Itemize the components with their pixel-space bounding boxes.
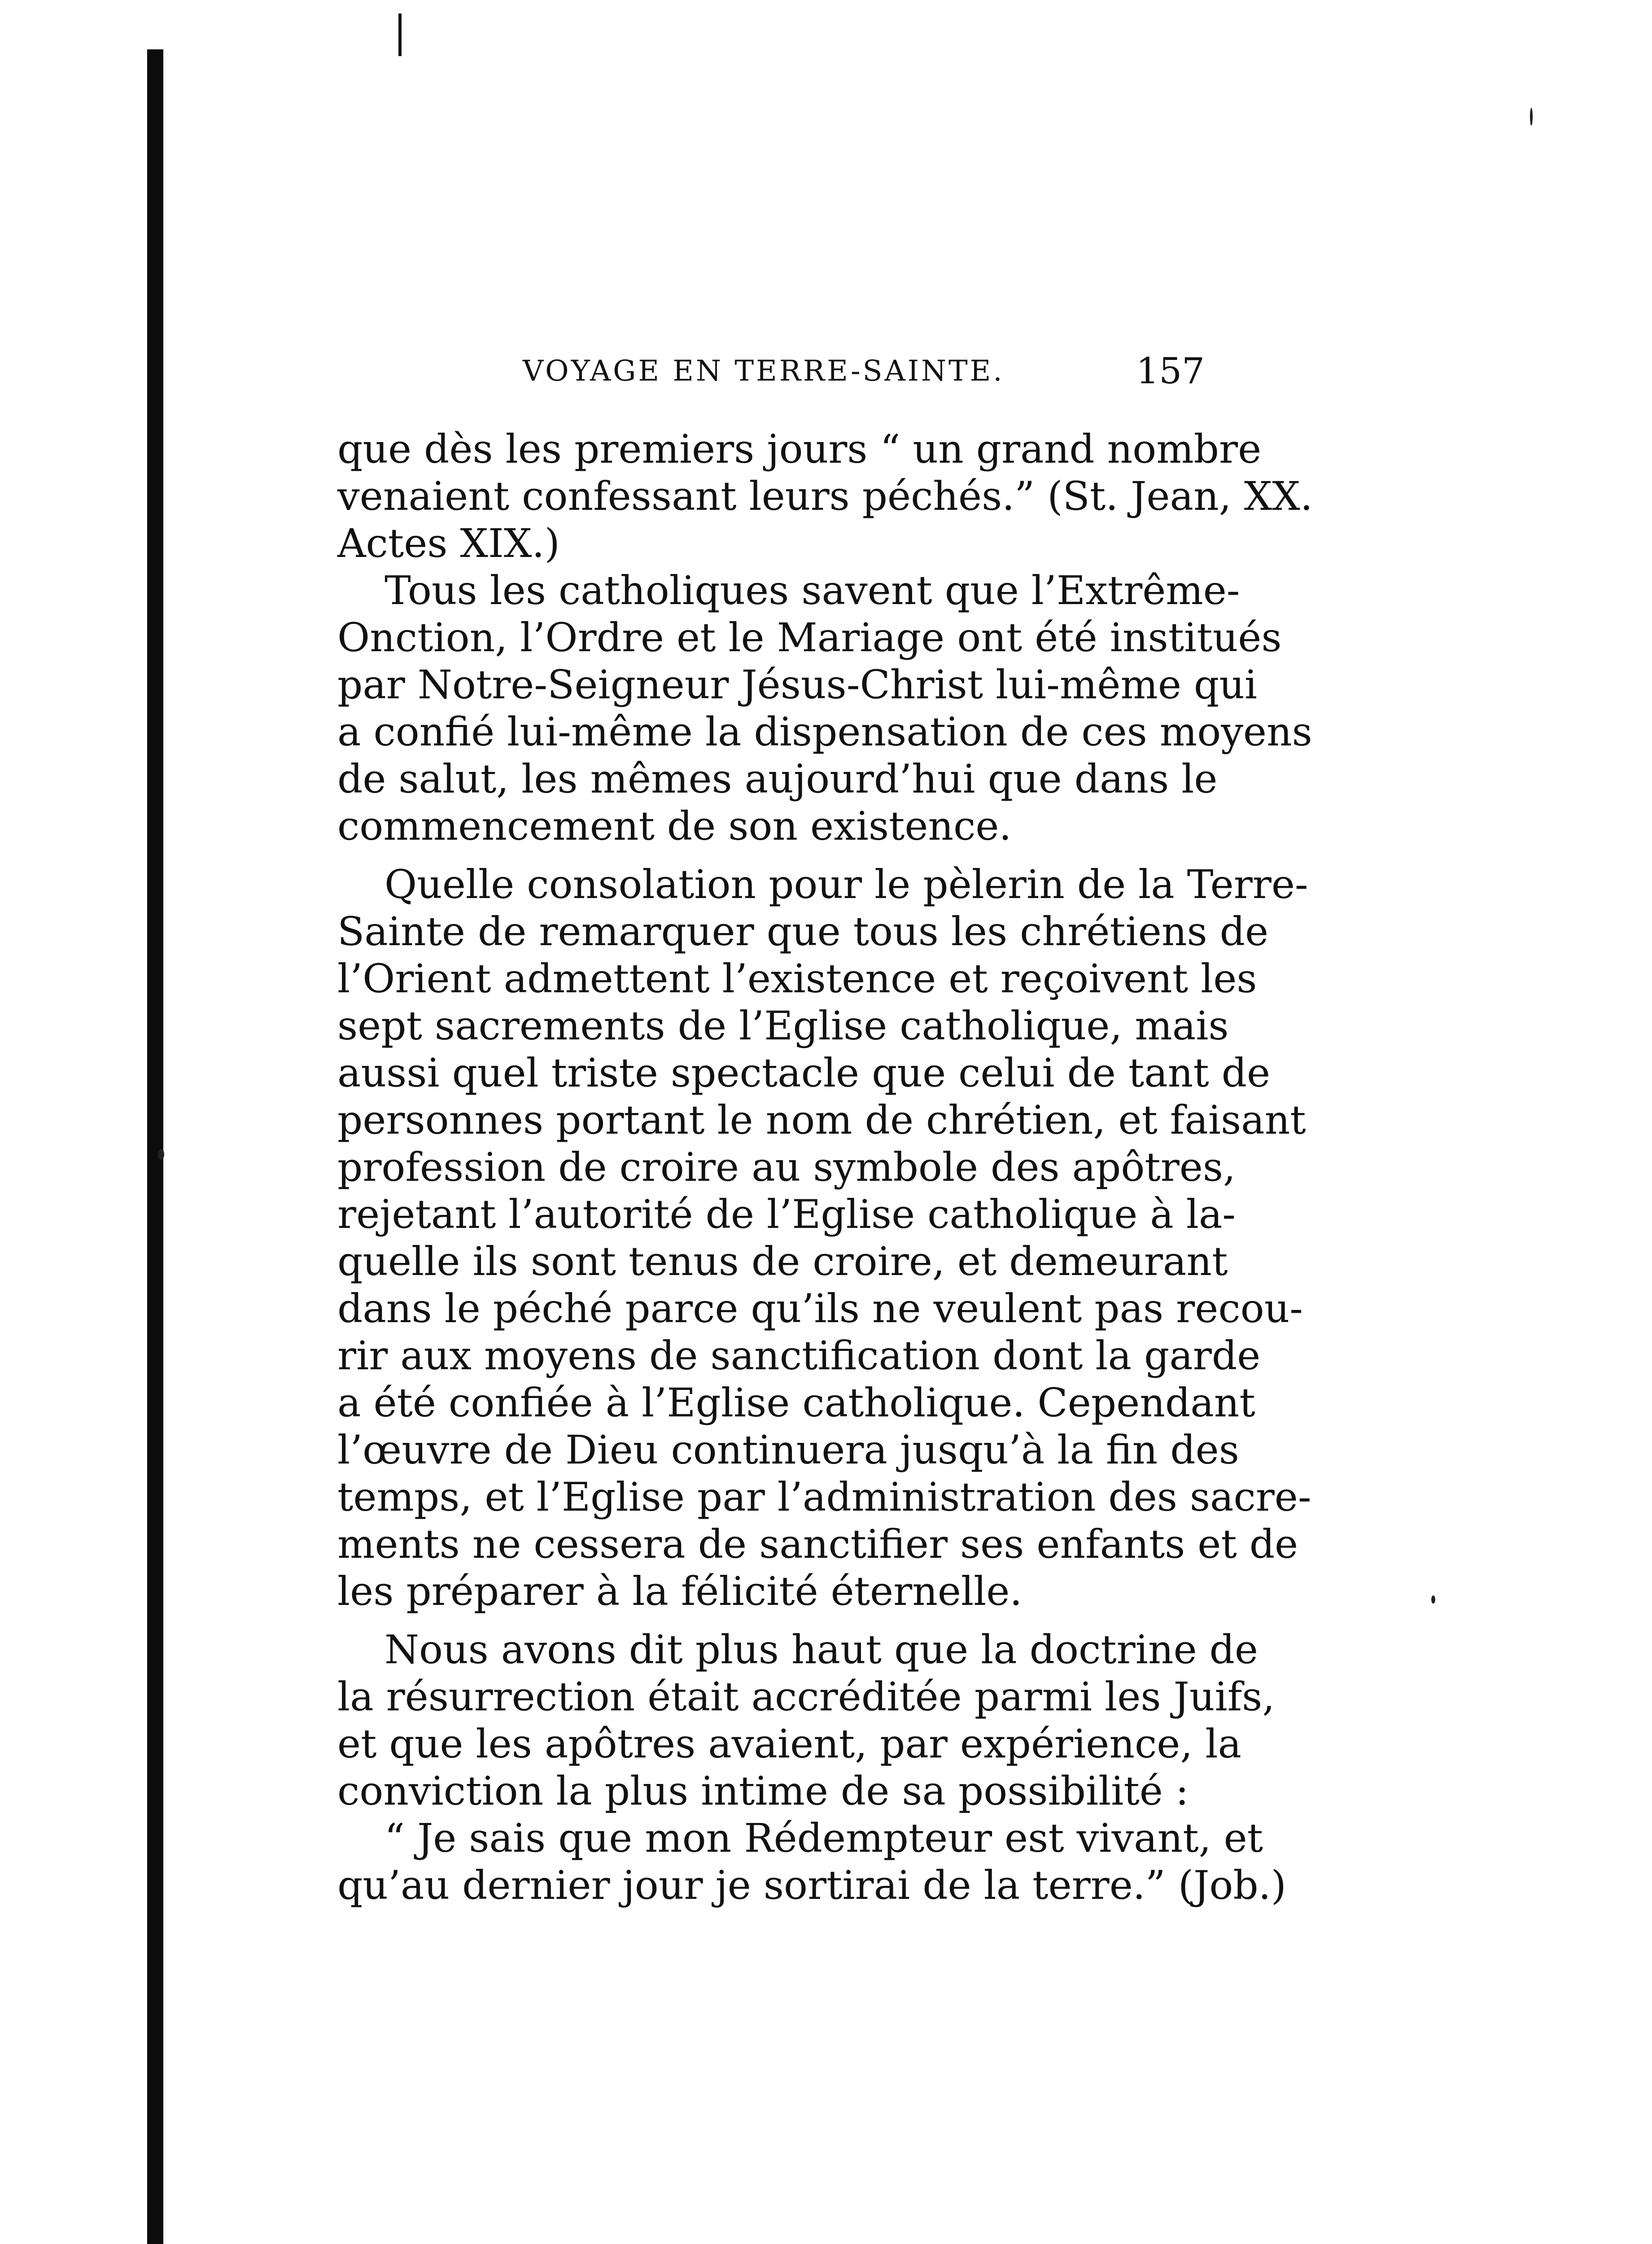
paragraph [337,861,1311,1615]
text-line: la résurrection était accréditée parmi les Juifs, [337,1674,1275,1720]
paragraph [337,567,1312,850]
scan-top-mark [398,13,402,56]
text-line: “ Je sais que mon Rédempteur est vivant, et [385,1815,1263,1861]
scan-binding-edge [147,49,163,2244]
text-line: Actes XIX.) [337,520,560,566]
text-line: aussi quel triste spectacle que celui de tant de [337,1050,1271,1096]
running-title: VOYAGE EN TERRE-SAINTE. [523,355,1005,388]
text-line: Nous avons dit plus haut que la doctrine de [385,1626,1258,1673]
page-header [341,346,1207,399]
text-line: Sainte de remarquer que tous les chrétiens de [337,908,1269,955]
scan-speck [1530,108,1533,126]
text-line: quelle ils sont tenus de croire, et demeurant [337,1238,1228,1284]
text-line: que dès les premiers jours “ un grand nombre [337,426,1262,472]
text-line: qu’au dernier jour je sortirai de la terre.” (Job.) [337,1862,1286,1908]
text-line: a confié lui-même la dispensation de ces moyens [337,709,1312,755]
text-line: et que les apôtres avaient, par expérience, la [337,1721,1241,1767]
text-line: venaient confessant leurs péchés.” (St. Jean, XX. [337,473,1313,519]
text-line: Tous les catholiques savent que l’Extrême- [385,567,1240,614]
text-line: personnes portant le nom de chrétien, et faisant [337,1097,1306,1143]
text-line: rejetant l’autorité de l’Eglise catholique à la- [337,1191,1236,1237]
text-line: rir aux moyens de sanctification dont la garde [337,1332,1261,1379]
text-line: l’Orient admettent l’existence et reçoivent les [337,955,1257,1002]
text-line: conviction la plus intime de sa possibilité : [337,1768,1189,1814]
quotation [337,1814,1286,1909]
text-line: sept sacrements de l’Eglise catholique, mais [337,1003,1229,1049]
text-line: temps, et l’Eglise par l’administration des sacre- [337,1474,1311,1520]
scan-speck [1431,1595,1435,1604]
text-line: ments ne cessera de sanctifier ses enfants et de [337,1521,1298,1567]
text-line: dans le péché parce qu’ils ne veulent pas recou- [337,1285,1303,1332]
text-line: a été confiée à l’Eglise catholique. Cependant [337,1380,1255,1426]
scan-speck [158,1149,164,1160]
text-line: Onction, l’Ordre et le Mariage ont été institués [337,614,1282,661]
text-line: commencement de son existence. [337,803,1012,849]
text-line: de salut, les mêmes aujourd’hui que dans le [337,756,1218,802]
paragraph [337,1626,1275,1814]
text-line: par Notre-Seigneur Jésus-Christ lui-même qui [337,662,1258,708]
paragraph [337,425,1313,567]
text-line: l’œuvre de Dieu continuera jusqu’à la fin des [337,1427,1239,1473]
text-line: les préparer à la félicité éternelle. [337,1568,1023,1614]
text-line: Quelle consolation pour le pèlerin de la Terre- [385,861,1308,907]
body-text [337,425,1313,1909]
page-number: 157 [1136,350,1205,392]
text-line: profession de croire au symbole des apôtres, [337,1144,1236,1190]
